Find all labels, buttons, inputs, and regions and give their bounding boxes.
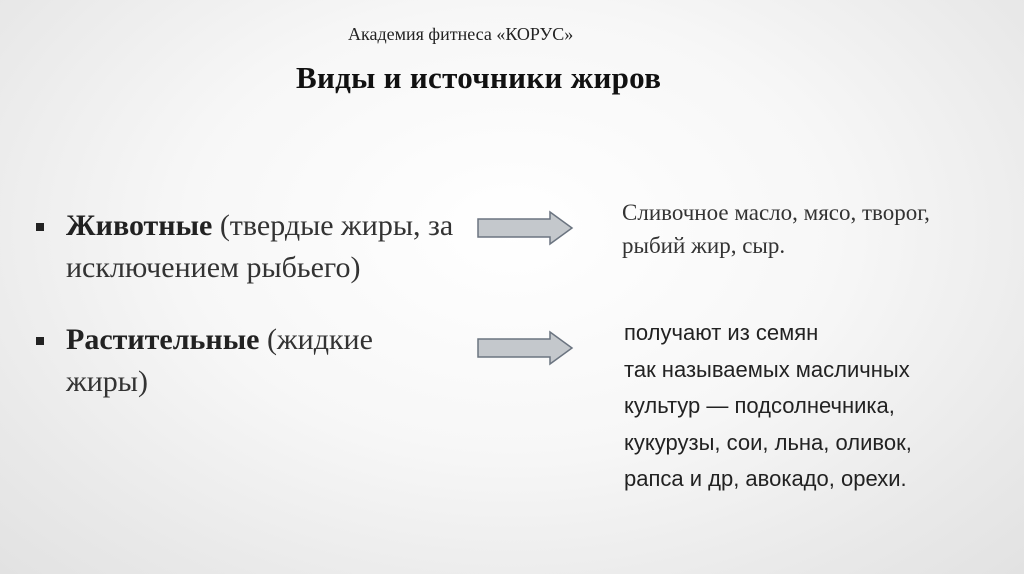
square-bullet-icon: [36, 223, 44, 231]
bullet-bold-label: Растительные: [66, 323, 260, 356]
bullet-text: (жидкие жиры): [66, 323, 373, 398]
square-bullet-icon: [36, 337, 44, 345]
description-line: кукурузы, сои, льна, оливок,: [624, 429, 912, 455]
plant-fats-description: [624, 315, 912, 498]
description-line: рапса и др, авокадо, орехи.: [624, 466, 907, 491]
right-arrow-icon: [476, 210, 576, 246]
right-arrow-icon: [476, 330, 576, 366]
bullet-bold-label: Животные: [66, 209, 213, 242]
description-line: так называемых масличных: [624, 356, 910, 382]
bullet-item-plant: [36, 319, 456, 403]
bullet-item-animal: [36, 205, 456, 289]
animal-fats-description: Сливочное масло, мясо, творог, рыбий жир, сыр.: [622, 200, 930, 258]
slide-title: Виды и источники жиров: [296, 60, 662, 95]
description-line: культур — подсолнечника,: [624, 393, 895, 418]
bullet-list: [36, 205, 456, 433]
arrow-shape: [478, 212, 572, 244]
slide-subtitle: Академия фитнеса «КОРУС»: [348, 24, 574, 44]
bullet-text: (твердые жиры, за исключением рыбьего): [66, 209, 454, 284]
description-line: получают из семян: [624, 320, 819, 345]
arrow-shape: [478, 332, 572, 364]
